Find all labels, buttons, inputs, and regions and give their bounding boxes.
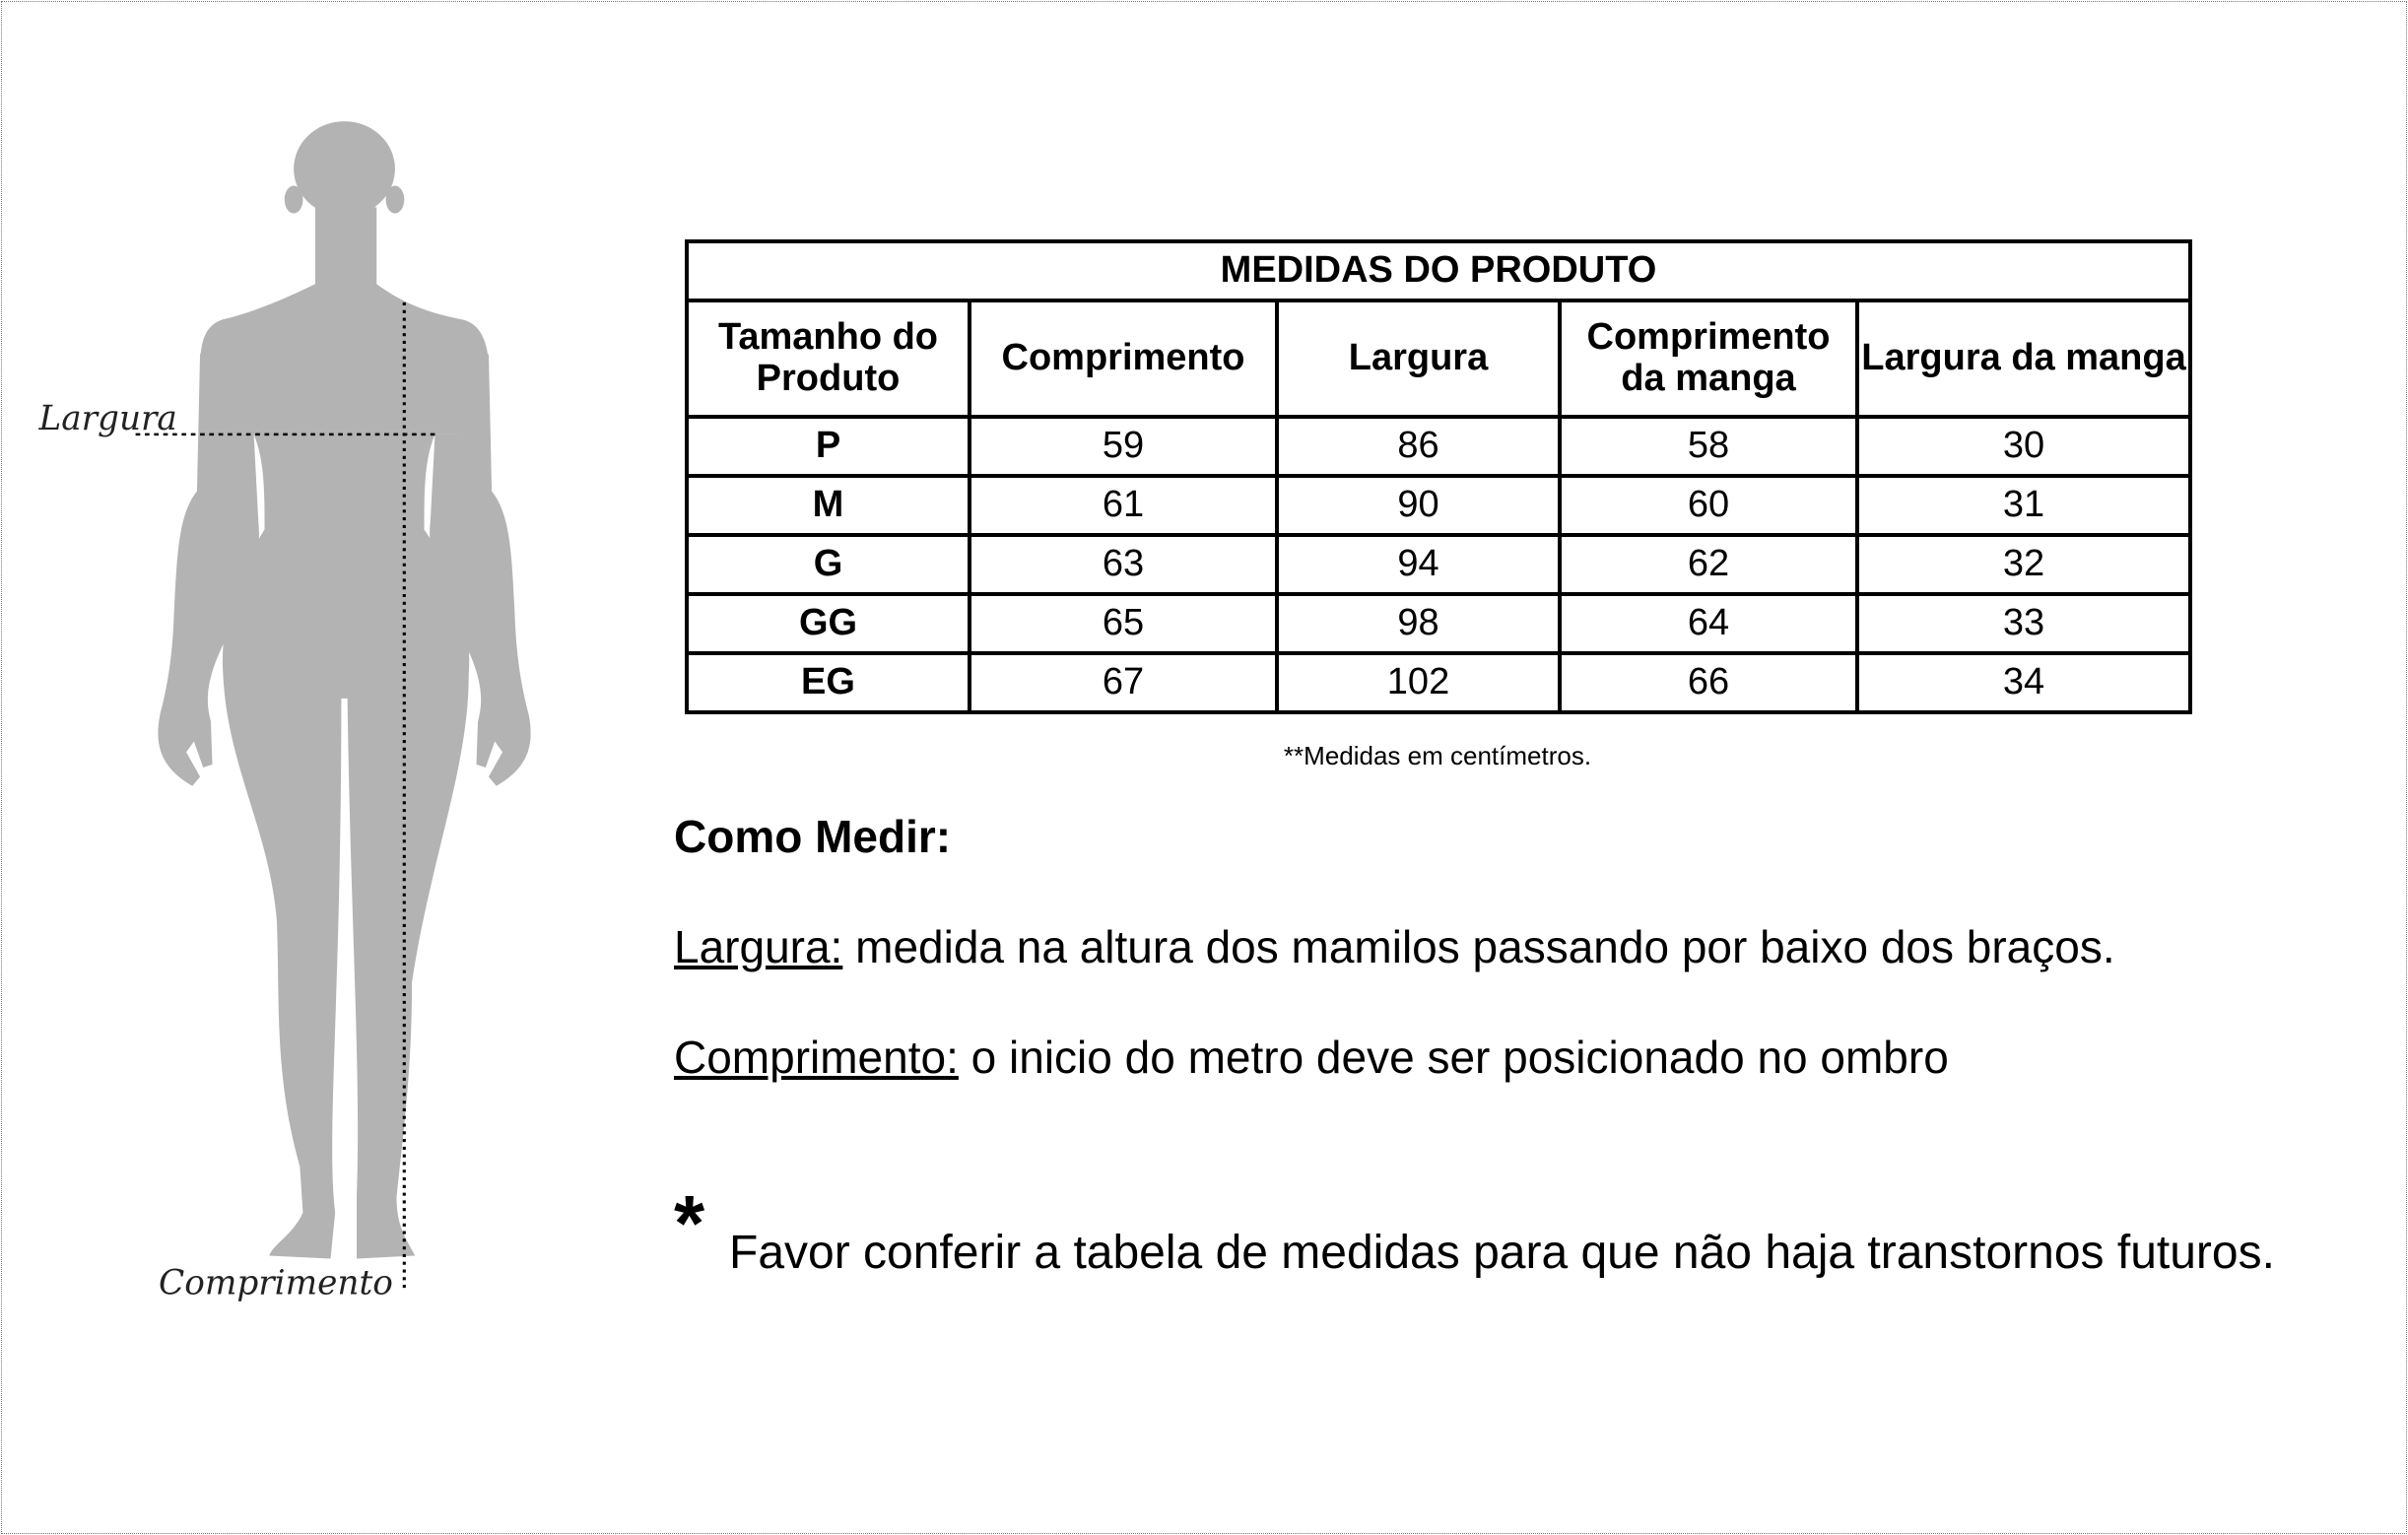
header-sleeve-length: Comprimento da manga: [1560, 300, 1857, 417]
largura-instruction: [674, 920, 2115, 973]
largura-text: medida na altura dos mamilos passando por baixo dos braços.: [842, 921, 2115, 972]
measure-cell: 65: [970, 594, 1277, 653]
header-width: Largura: [1277, 300, 1560, 417]
table-row: [687, 653, 2190, 712]
measure-cell: 63: [970, 535, 1277, 594]
header-length: Comprimento: [970, 300, 1277, 417]
measure-cell: 30: [1857, 417, 2190, 476]
measure-cell: 67: [970, 653, 1277, 712]
size-cell: EG: [687, 653, 970, 712]
measure-cell: 66: [1560, 653, 1857, 712]
measure-cell: 32: [1857, 535, 2190, 594]
table-row: [687, 594, 2190, 653]
table-row: [687, 476, 2190, 535]
measure-cell: 33: [1857, 594, 2190, 653]
size-cell: P: [687, 417, 970, 476]
measure-cell: 98: [1277, 594, 1560, 653]
silhouette: [158, 121, 530, 1258]
measure-cell: 86: [1277, 417, 1560, 476]
measure-cell: 62: [1560, 535, 1857, 594]
measure-cell: 94: [1277, 535, 1560, 594]
head: [294, 121, 395, 217]
comprimento-term: Comprimento:: [674, 1032, 959, 1083]
size-cell: G: [687, 535, 970, 594]
measure-cell: 34: [1857, 653, 2190, 712]
table-row: [687, 535, 2190, 594]
measure-cell: 60: [1560, 476, 1857, 535]
size-cell: M: [687, 476, 970, 535]
units-note: **Medidas em centímetros.: [1283, 741, 1592, 770]
size-table: [685, 239, 2192, 714]
largura-label: Largura: [38, 399, 177, 439]
how-to-measure-title: Como Medir:: [674, 811, 952, 862]
measure-cell: 61: [970, 476, 1277, 535]
measure-cell: 59: [970, 417, 1277, 476]
measure-cell: 102: [1277, 653, 1560, 712]
warning-text: Favor conferir a tabela de medidas para que não haja transtornos futuros.: [729, 1227, 2275, 1279]
measure-cell: 31: [1857, 476, 2190, 535]
measure-cell: 58: [1560, 417, 1857, 476]
largura-term: Largura:: [674, 921, 843, 972]
comprimento-instruction: [674, 1031, 1949, 1084]
header-sleeve-width: Largura da manga: [1857, 300, 2190, 417]
size-cell: GG: [687, 594, 970, 653]
table-row: [687, 417, 2190, 476]
comprimento-text: o inicio do metro deve ser posicionado no ombro: [958, 1032, 1949, 1083]
measure-cell: 64: [1560, 594, 1857, 653]
measure-cell: 90: [1277, 476, 1560, 535]
torso-legs: [200, 207, 489, 1258]
comprimento-label: Comprimento: [159, 1263, 393, 1303]
asterisk-icon: *: [674, 1179, 705, 1267]
table-title: MEDIDAS DO PRODUTO: [687, 241, 2190, 300]
header-size: Tamanho do Produto: [687, 300, 970, 417]
